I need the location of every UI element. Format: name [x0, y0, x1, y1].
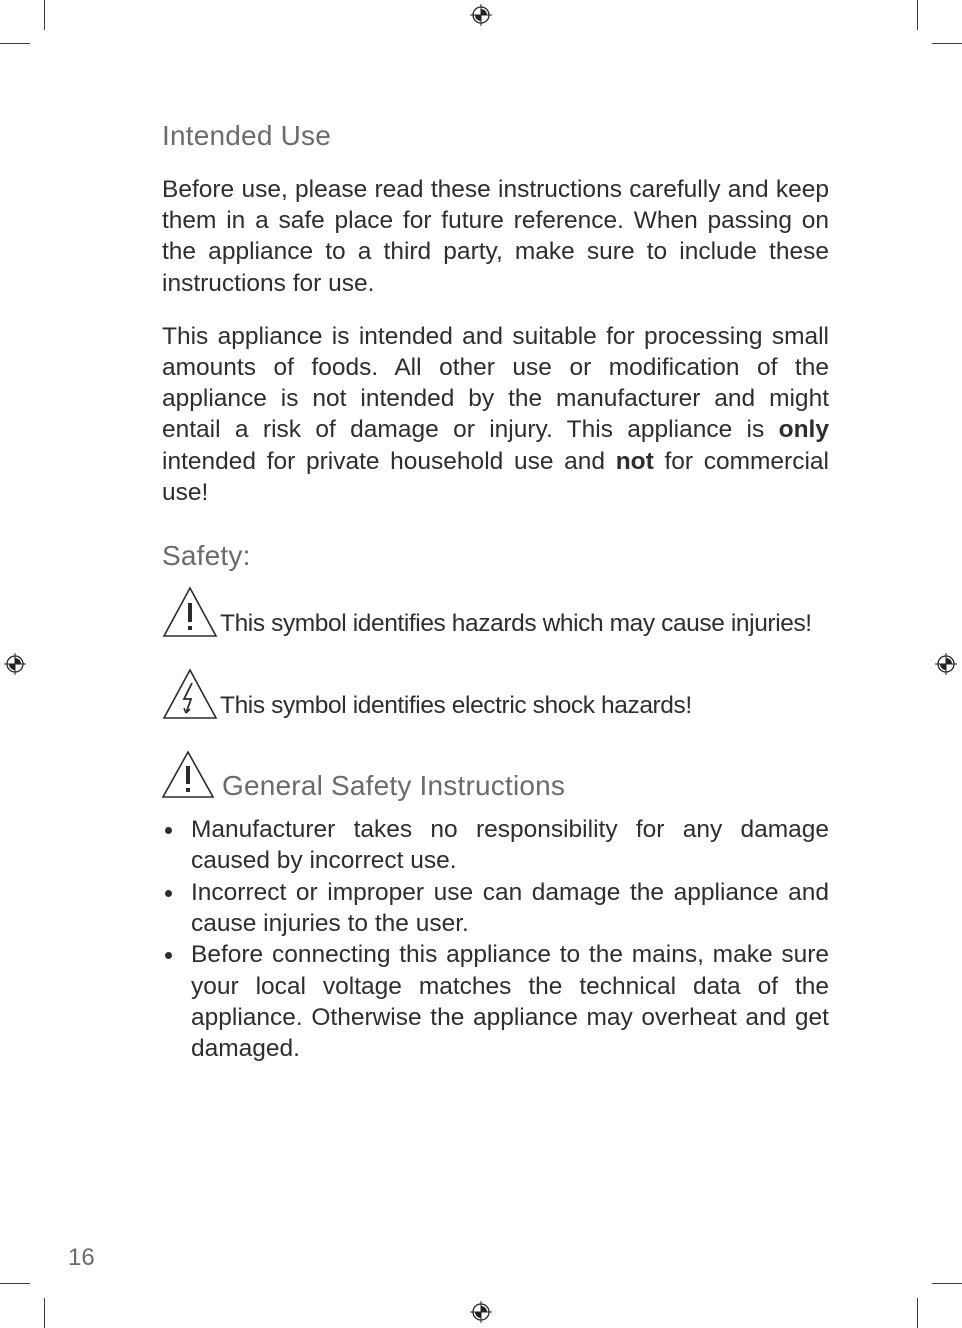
- general-safety-heading-row: [162, 750, 829, 802]
- electric-shock-triangle-icon: [162, 668, 218, 720]
- hazard-symbol-text: This symbol identifies hazards which may cause injuries!: [220, 610, 812, 638]
- list-item: Manufacturer takes no responsibility for any damage caused by incorrect use.: [162, 814, 829, 877]
- page-number: 16: [68, 1244, 95, 1271]
- crop-mark: [44, 1298, 45, 1328]
- crop-mark: [44, 0, 45, 30]
- crop-mark: [917, 1298, 918, 1328]
- registration-mark-icon: [470, 4, 492, 26]
- safety-heading: Safety:: [162, 540, 251, 572]
- hazard-symbol-row: [162, 586, 829, 638]
- shock-symbol-row: [162, 668, 829, 720]
- emphasis-only: only: [778, 416, 829, 444]
- list-item: Before connecting this appliance to the mains, make sure your local voltage matches the technical data of the appliance. Otherwise the appliance may overheat and get damaged.: [162, 939, 829, 1064]
- paragraph-text: intended for private household use and: [162, 447, 616, 475]
- general-safety-list: [162, 814, 829, 1064]
- page-content: [162, 120, 829, 1064]
- paragraph-text: for commercial use!: [162, 447, 829, 506]
- crop-mark: [932, 1283, 962, 1284]
- warning-triangle-icon: [162, 750, 218, 800]
- crop-mark: [917, 0, 918, 30]
- intended-use-paragraph-1: Before use, please read these instructions carefully and keep them in a safe place for future reference. When passing on the appliance to a third party, make sure to include these instructions for use.: [162, 176, 829, 297]
- paragraph-text: This appliance is intended and suitable for processing small amounts of foods. All other use or modification of the appliance is not intended by the manufacturer and might entail a risk of damage or injury. This appliance is: [162, 322, 829, 444]
- registration-mark-icon: [470, 1301, 492, 1323]
- crop-mark: [0, 1283, 30, 1284]
- crop-mark: [0, 43, 30, 44]
- registration-mark-icon: [935, 653, 957, 675]
- intended-use-heading: Intended Use: [162, 120, 331, 151]
- warning-triangle-icon: [162, 586, 218, 638]
- shock-symbol-text: This symbol identifies electric shock hazards!: [220, 692, 692, 720]
- registration-mark-icon: [4, 653, 26, 675]
- intended-use-paragraph-2: [162, 321, 829, 508]
- list-item: Incorrect or improper use can damage the appliance and cause injuries to the user.: [162, 877, 829, 940]
- emphasis-not: not: [615, 447, 654, 475]
- general-safety-heading: General Safety Instructions: [222, 770, 566, 802]
- crop-mark: [932, 43, 962, 44]
